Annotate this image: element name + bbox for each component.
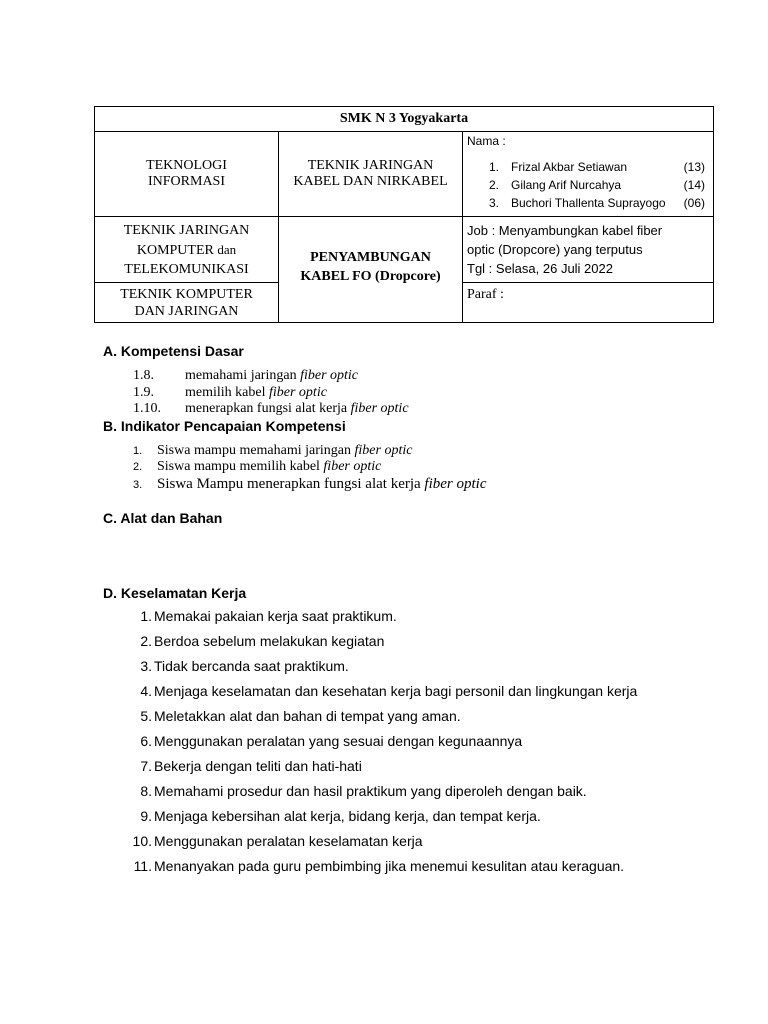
school-name: SMK N 3 Yogyakarta bbox=[95, 107, 714, 132]
list-item bbox=[120, 604, 676, 629]
department-line bbox=[95, 240, 278, 260]
item-text: memahami jaringan bbox=[185, 368, 297, 383]
student-code: (13) bbox=[683, 160, 705, 174]
item-number: 2. bbox=[140, 633, 152, 649]
list-item bbox=[120, 829, 676, 854]
list-item bbox=[133, 368, 358, 384]
list-item bbox=[133, 385, 327, 401]
item-text: menerapkan fungsi alat kerja bbox=[185, 401, 351, 416]
item-number: 5. bbox=[140, 708, 152, 724]
program-cell bbox=[279, 132, 463, 217]
section-alat-title: C. Alat dan Bahan bbox=[103, 510, 223, 526]
names-label: Nama : bbox=[467, 134, 506, 148]
item-italic: fiber optic bbox=[354, 443, 413, 458]
item-italic: fiber optic bbox=[268, 385, 327, 400]
item-text: Menanyakan pada guru pembimbing jika menemui kesulitan atau keraguan. bbox=[154, 858, 625, 874]
item-text: Tidak bercanda saat praktikum. bbox=[154, 658, 349, 674]
job-line: optic (Dropcore) yang terputus bbox=[467, 242, 643, 257]
date-line: Tgl : Selasa, 26 Juli 2022 bbox=[467, 261, 613, 276]
list-item bbox=[120, 729, 676, 754]
item-text: Bekerja dengan teliti dan hati-hati bbox=[154, 758, 362, 774]
major-cell bbox=[95, 283, 279, 323]
item-text: Siswa mampu memahami jaringan bbox=[157, 443, 352, 458]
list-item bbox=[120, 704, 676, 729]
topic-line: KABEL FO (Dropcore) bbox=[300, 268, 441, 284]
item-number: 3. bbox=[140, 658, 152, 674]
item-text: Berdoa sebelum melakukan kegiatan bbox=[154, 633, 385, 649]
safety-list bbox=[120, 604, 676, 879]
major-line: TEKNIK KOMPUTER bbox=[120, 287, 253, 302]
item-text: Menjaga keselamatan dan kesehatan kerja bagi personil dan lingkungan kerja bbox=[154, 683, 638, 699]
name-row bbox=[467, 158, 709, 176]
department-word: KOMPUTER bbox=[136, 243, 214, 258]
item-number: 1.9. bbox=[133, 385, 154, 400]
names-cell bbox=[463, 132, 714, 217]
item-number: 8. bbox=[140, 783, 152, 799]
student-name: Gilang Arif Nurcahya bbox=[511, 178, 622, 192]
item-number: 1.10. bbox=[133, 401, 161, 416]
list-item bbox=[120, 854, 676, 879]
section-keselamatan-title: D. Keselamatan Kerja bbox=[103, 585, 247, 601]
name-row bbox=[467, 194, 709, 212]
item-text: Memahami prosedur dan hasil praktikum yang diperoleh dengan baik. bbox=[154, 783, 587, 799]
student-name: Frizal Akbar Setiawan bbox=[511, 160, 628, 174]
item-text: Siswa mampu memilih kabel bbox=[157, 459, 320, 474]
field-text: TEKNOLOGI INFORMASI bbox=[146, 158, 227, 189]
list-item bbox=[133, 401, 409, 417]
item-number: 7. bbox=[140, 758, 152, 774]
item-italic: fiber optic bbox=[323, 459, 382, 474]
list-item bbox=[120, 804, 676, 829]
student-name: Buchori Thallenta Suprayogo bbox=[511, 196, 666, 210]
department-word: dan bbox=[217, 242, 237, 257]
item-text: Menggunakan peralatan keselamatan kerja bbox=[154, 833, 423, 849]
field-cell bbox=[95, 132, 279, 217]
major-line: DAN JARINGAN bbox=[134, 304, 239, 319]
item-number: 6. bbox=[140, 733, 152, 749]
item-number: 9. bbox=[140, 808, 152, 824]
item-text: Meletakkan alat dan bahan di tempat yang aman. bbox=[154, 708, 461, 724]
item-text: Menggunakan peralatan yang sesuai dengan kegunaannya bbox=[154, 733, 523, 749]
item-number: 1. bbox=[140, 608, 152, 624]
list-item bbox=[120, 754, 676, 779]
student-code: (06) bbox=[683, 196, 705, 210]
name-number: 2. bbox=[489, 178, 500, 192]
list-item bbox=[120, 629, 676, 654]
item-text: Siswa Mampu menerapkan fungsi alat kerja bbox=[157, 476, 425, 492]
item-number: 11. bbox=[133, 858, 152, 874]
item-italic: fiber optic bbox=[350, 401, 409, 416]
item-number: 2. bbox=[133, 461, 143, 473]
item-italic: fiber optic bbox=[424, 476, 487, 492]
program-text: TEKNIK JARINGAN KABEL DAN NIRKABEL bbox=[293, 158, 448, 189]
item-text: Menjaga kebersihan alat kerja, bidang kerja, dan tempat kerja. bbox=[154, 808, 541, 824]
item-number: 1. bbox=[133, 445, 143, 457]
list-item bbox=[133, 443, 412, 459]
section-kompetensi-title: A. Kompetensi Dasar bbox=[103, 343, 244, 359]
paraf-cell bbox=[463, 283, 714, 323]
job-line: Job : Menyambungkan kabel fiber bbox=[467, 223, 663, 238]
item-text: memilih kabel bbox=[185, 385, 266, 400]
department-line: TEKNIK JARINGAN bbox=[123, 223, 250, 238]
item-number: 10. bbox=[132, 833, 152, 849]
item-italic: fiber optic bbox=[300, 368, 359, 383]
section-indikator-title: B. Indikator Pencapaian Kompetensi bbox=[103, 418, 346, 434]
name-row bbox=[467, 176, 709, 194]
item-number: 3. bbox=[133, 479, 143, 491]
department-line: TELEKOMUNIKASI bbox=[124, 262, 249, 277]
name-number: 1. bbox=[489, 160, 500, 174]
item-text: Memakai pakaian kerja saat praktikum. bbox=[154, 608, 397, 624]
header-table bbox=[94, 106, 714, 323]
department-cell bbox=[95, 217, 279, 283]
topic-line: PENYAMBUNGAN bbox=[310, 249, 431, 265]
name-number: 3. bbox=[489, 196, 500, 210]
list-item bbox=[133, 459, 381, 475]
job-cell bbox=[463, 217, 714, 283]
item-number: 4. bbox=[140, 683, 152, 699]
topic-cell bbox=[279, 217, 463, 323]
list-item bbox=[133, 476, 487, 493]
list-item bbox=[120, 779, 676, 804]
list-item bbox=[120, 654, 676, 679]
list-item bbox=[120, 679, 676, 704]
item-number: 1.8. bbox=[133, 368, 154, 383]
paraf-label: Paraf : bbox=[467, 287, 504, 302]
student-code: (14) bbox=[683, 178, 705, 192]
